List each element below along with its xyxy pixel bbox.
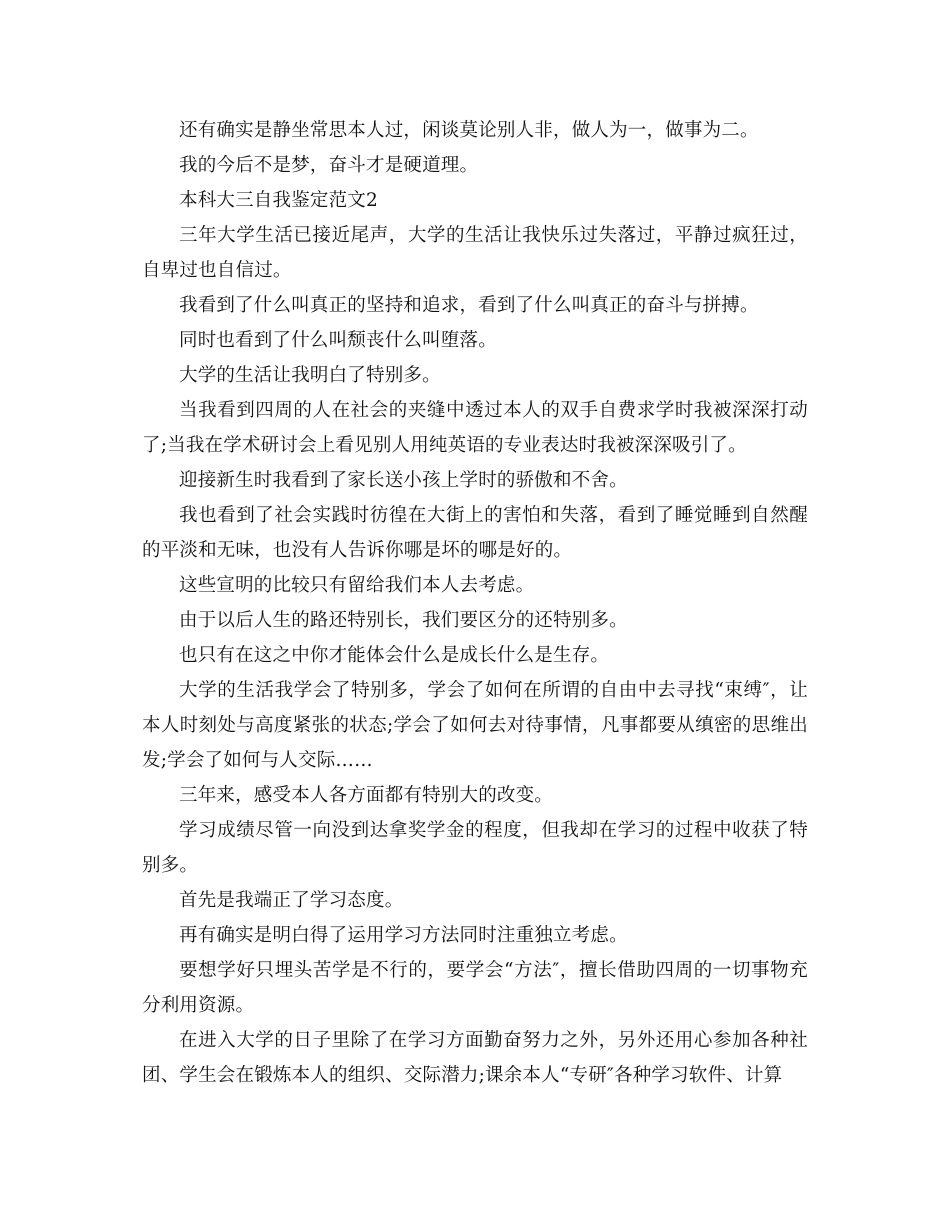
paragraph: 也只有在这之中你才能体会什么是成长什么是生存。 [179,645,610,666]
paragraph: 首先是我端正了学习态度。 [179,890,404,911]
paragraph: 在进入大学的日子里除了在学习方面勤奋努力之外，另外还用心参加各种社团、学生会在锻炼本人的组织、交际潜力;课余本人“专研″各种学习软件、计算 [142,1030,808,1086]
paragraph: 由于以后人生的路还特别长，我们要区分的还特别多。 [179,610,628,631]
section-heading: 本科大三自我鉴定范文2 [179,190,378,211]
paragraph: 我的今后不是梦，奋斗才是硬道理。 [179,155,479,176]
document-body [142,113,808,1093]
paragraph: 当我看到四周的人在社会的夹缝中透过本人的双手自费求学时我被深深打动了;当我在学术研讨会上看见别人用纯英语的专业表达时我被深深吸引了。 [142,400,808,456]
paragraph: 同时也看到了什么叫颓丧什么叫堕落。 [179,330,497,351]
paragraph: 要想学好只埋头苦学是不行的，要学会“方法″，擅长借助四周的一切事物充分利用资源。 [142,960,808,1016]
paragraph: 我也看到了社会实践时彷徨在大街上的害怕和失落，看到了睡觉睡到自然醒的平淡和无味，也没有人告诉你哪是坏的哪是好的。 [142,505,808,561]
paragraph: 还有确实是静坐常思本人过，闲谈莫论别人非，做人为一，做事为二。 [179,120,759,141]
paragraph: 三年大学生活已接近尾声，大学的生活让我快乐过失落过，平静过疯狂过，自卑过也自信过。 [142,225,808,281]
paragraph: 迎接新生时我看到了家长送小孩上学时的骄傲和不舍。 [179,470,628,491]
paragraph: 再有确实是明白得了运用学习方法同时注重独立考虑。 [179,925,628,946]
paragraph: 大学的生活我学会了特别多，学会了如何在所谓的自由中去寻找“束缚″，让本人时刻处与高度紧张的状态;学会了如何去对待事情，凡事都要从缜密的思维出发;学会了如何与人交际…… [142,680,808,771]
paragraph: 这些宣明的比较只有留给我们本人去考虑。 [179,575,535,596]
paragraph: 大学的生活让我明白了特别多。 [179,365,441,386]
paragraph: 我看到了什么叫真正的坚持和追求，看到了什么叫真正的奋斗与拼搏。 [179,295,759,316]
paragraph: 三年来，感受本人各方面都有特别大的改变。 [179,785,554,806]
paragraph: 学习成绩尽管一向没到达拿奖学金的程度，但我却在学习的过程中收获了特别多。 [142,820,808,876]
